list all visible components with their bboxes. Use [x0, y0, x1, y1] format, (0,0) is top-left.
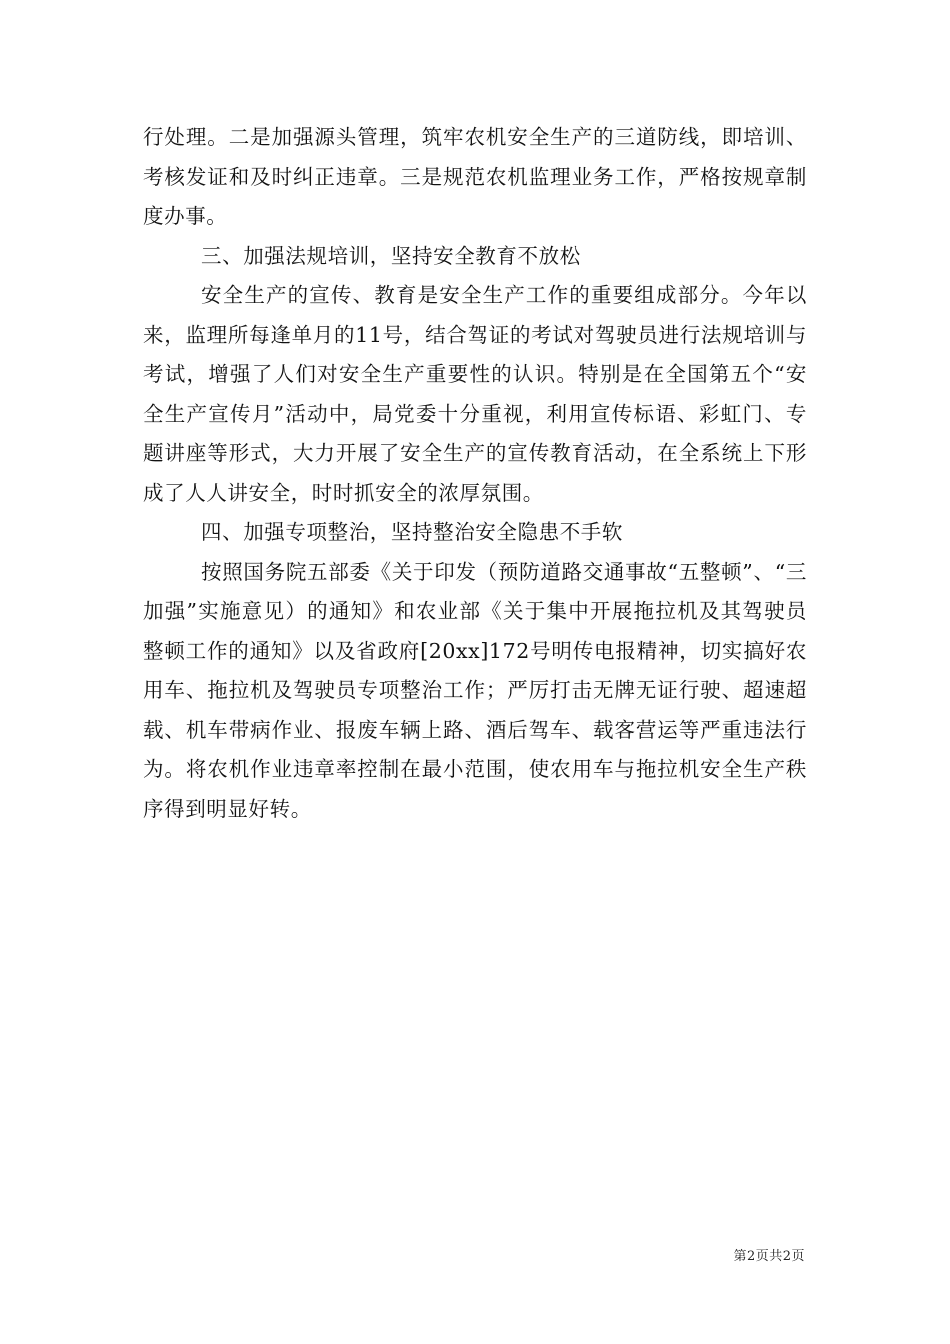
section-heading-3: 三、加强法规培训，坚持安全教育不放松 [201, 243, 581, 268]
paragraph-training: 安全生产的宣传、教育是安全生产工作的重要组成部分。今年以来，监理所每逢单月的11号，结合驾证的考试对驾驶员进行法规培训与考试，增强了人们对安全生产重要性的认识。特别是在全国第五个“安全生产宣传月”活动中，局党委十分重视，利用宣传标语、彩虹门、专题讲座等形式，大力开展了安全生产的宣传教育活动，在全系统上下形成了人人讲安全，时时抓安全的浓厚氛围。 [143, 283, 807, 505]
paragraph-continuation: 行处理。二是加强源头管理，筑牢农机安全生产的三道防线，即培训、考核发证和及时纠正违章。三是规范农机监理业务工作，严格按规章制度办事。 [143, 125, 807, 228]
page-number: 第2页共2页 [733, 1249, 805, 1264]
paragraph-rectification: 按照国务院五部委《关于印发（预防道路交通事故“五整顿”、“三加强”实施意见）的通知》和农业部《关于集中开展拖拉机及其驾驶员整顿工作的通知》以及省政府[20xx]172号明传电报精神，切实搞好农用车、拖拉机及驾驶员专项整治工作；严厉打击无牌无证行驶、超速超载、机车带病作业、报废车辆上路、酒后驾车、载客营运等严重违法行为。将农机作业违章率控制在最小范围，使农用车与拖拉机安全生产秩序得到明显好转。 [143, 559, 807, 821]
document-body [143, 118, 807, 829]
section-heading-4: 四、加强专项整治，坚持整治安全隐患不手软 [201, 520, 623, 544]
